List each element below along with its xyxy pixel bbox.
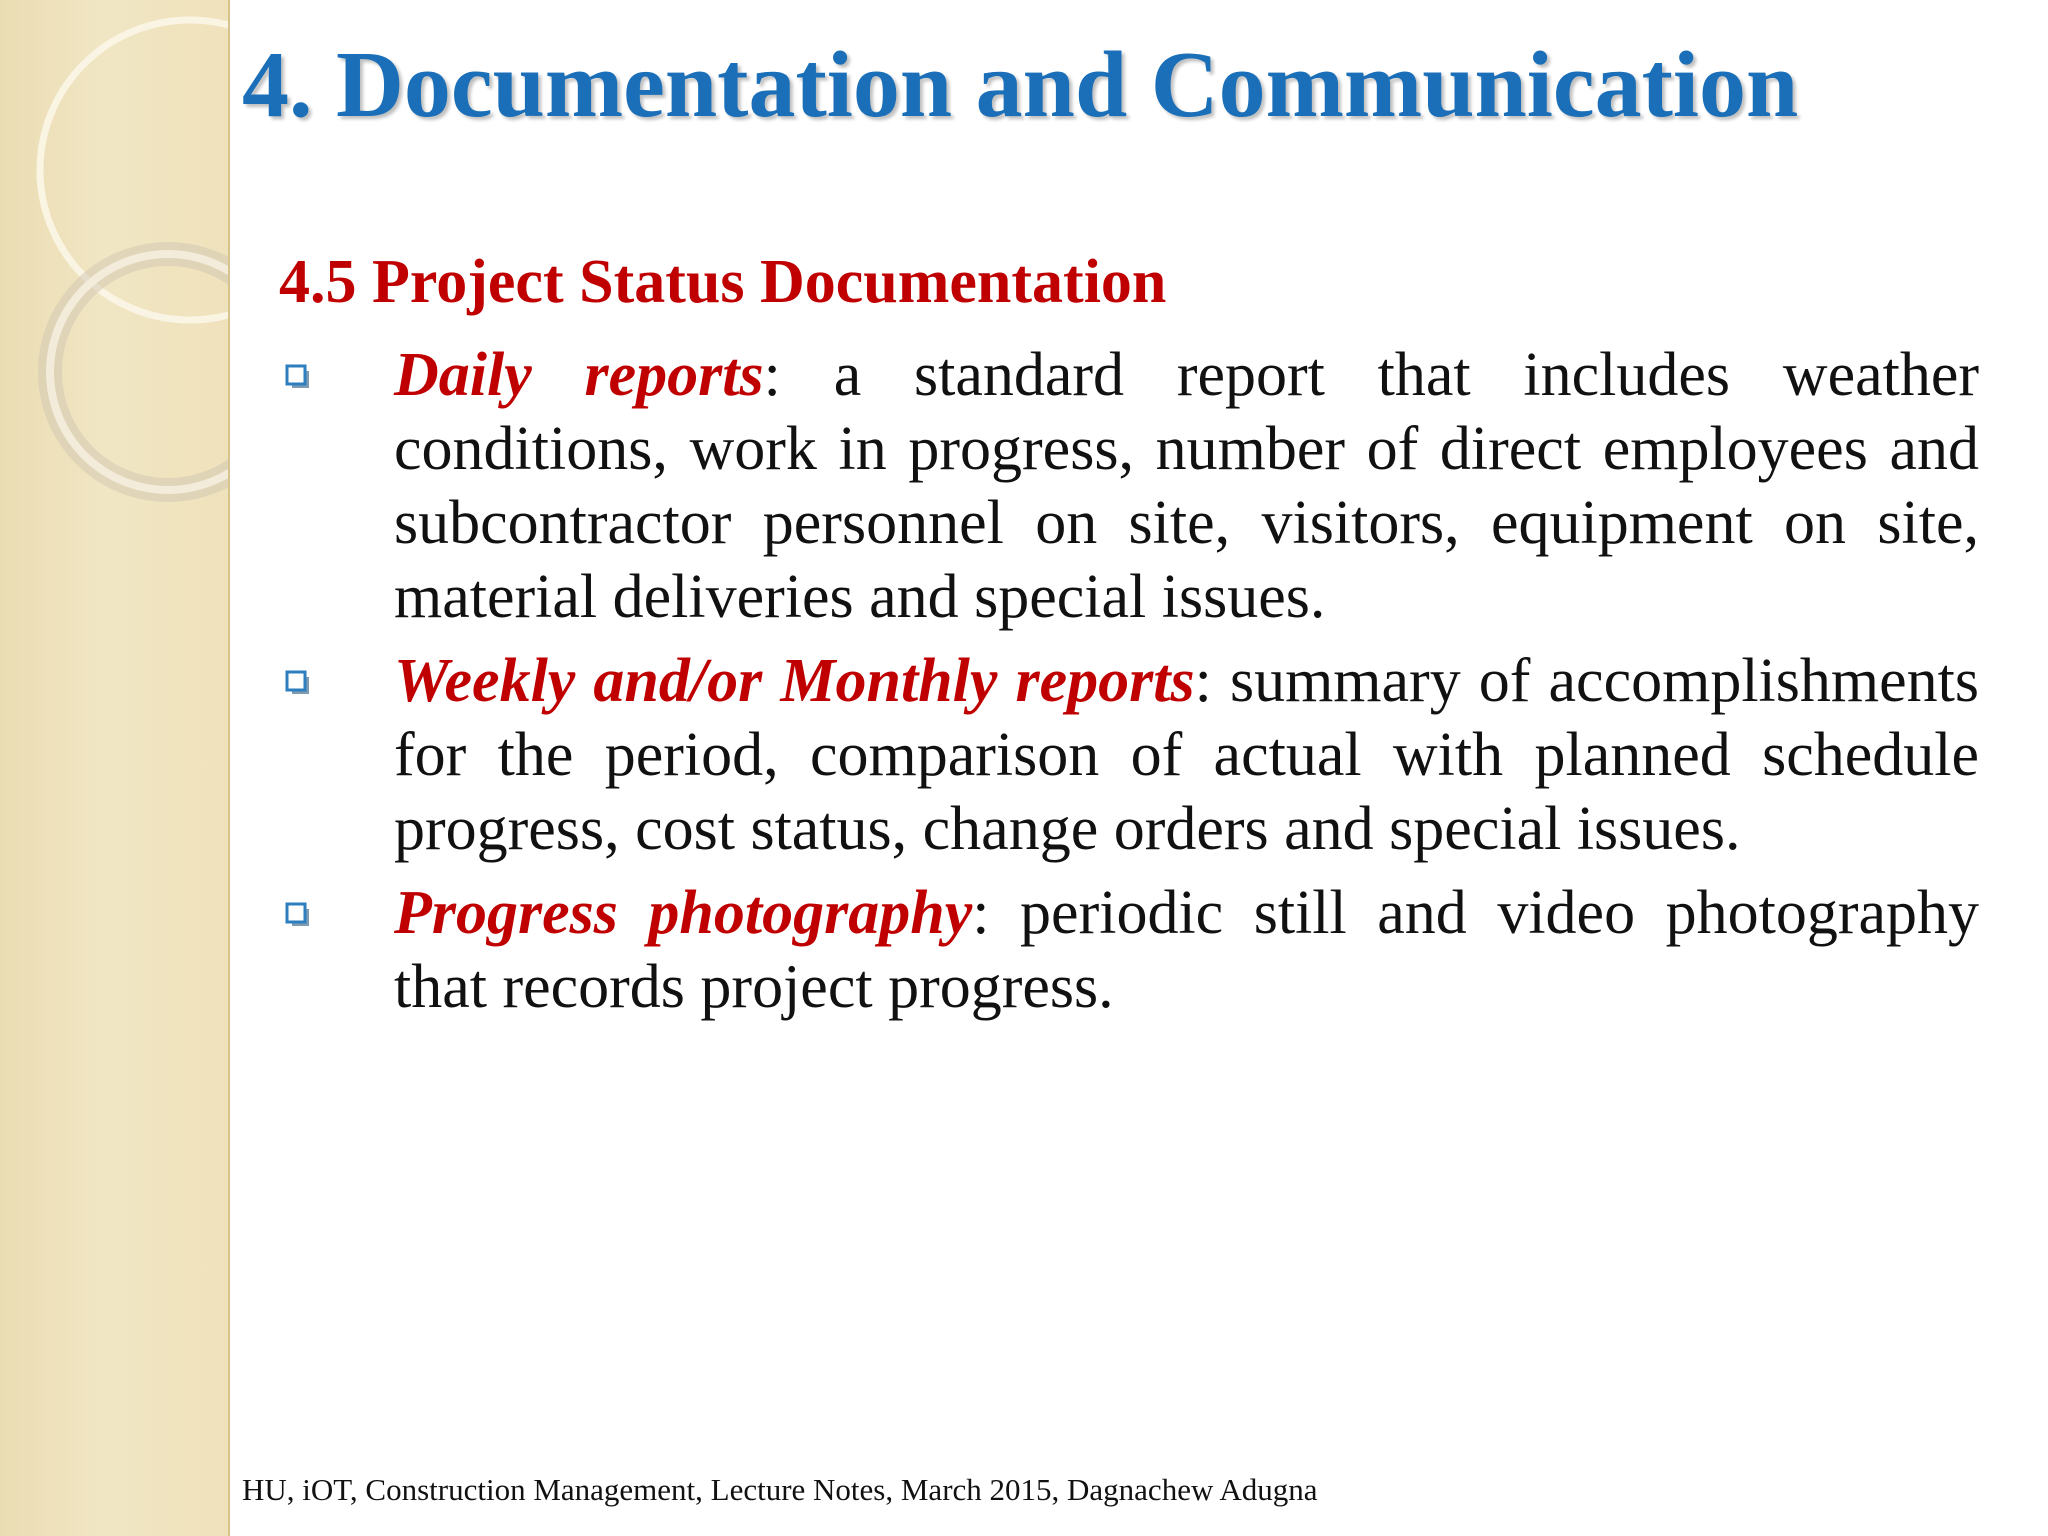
- hollow-square-bullet-icon: [285, 670, 311, 696]
- bullet-term: Progress photography: [394, 879, 973, 947]
- section-heading: 4.5 Project Status Documentation: [279, 248, 1167, 316]
- side-decoration-band: [0, 0, 230, 1536]
- footer-note: HU, iOT, Construction Management, Lecture Notes, March 2015, Dagnachew Adugna: [242, 1472, 1318, 1507]
- bullet-text: a standard report that includes weather conditions, work in progress, number of direct employees and subcontractor personnel on site, visitors, equipment on site, material deliveries and special issues.: [394, 341, 1980, 631]
- bullet-item-progress-photography: [279, 876, 1979, 1024]
- bullet-item-weekly-monthly-reports: [279, 644, 1979, 866]
- bullet-separator: :: [763, 341, 781, 409]
- bullet-term: Daily reports: [394, 341, 764, 409]
- bullet-list: [279, 338, 1979, 1034]
- bullet-term: Weekly and/or Monthly reports: [394, 647, 1195, 715]
- bullet-separator: :: [972, 879, 990, 947]
- hollow-square-bullet-icon: [285, 364, 311, 390]
- bullet-item-daily-reports: [279, 338, 1979, 634]
- slide-title: 4. Documentation and Communication: [242, 33, 1799, 137]
- bullet-text: summary of accomplishments for the period, comparison of actual with planned schedule progress, cost status, change orders and special issues.: [394, 647, 1979, 863]
- ring-decoration: [0, 0, 228, 1536]
- hollow-square-bullet-icon: [285, 902, 311, 928]
- bullet-text: periodic still and video photography that records project progress.: [394, 879, 1979, 1021]
- bullet-separator: :: [1194, 647, 1212, 715]
